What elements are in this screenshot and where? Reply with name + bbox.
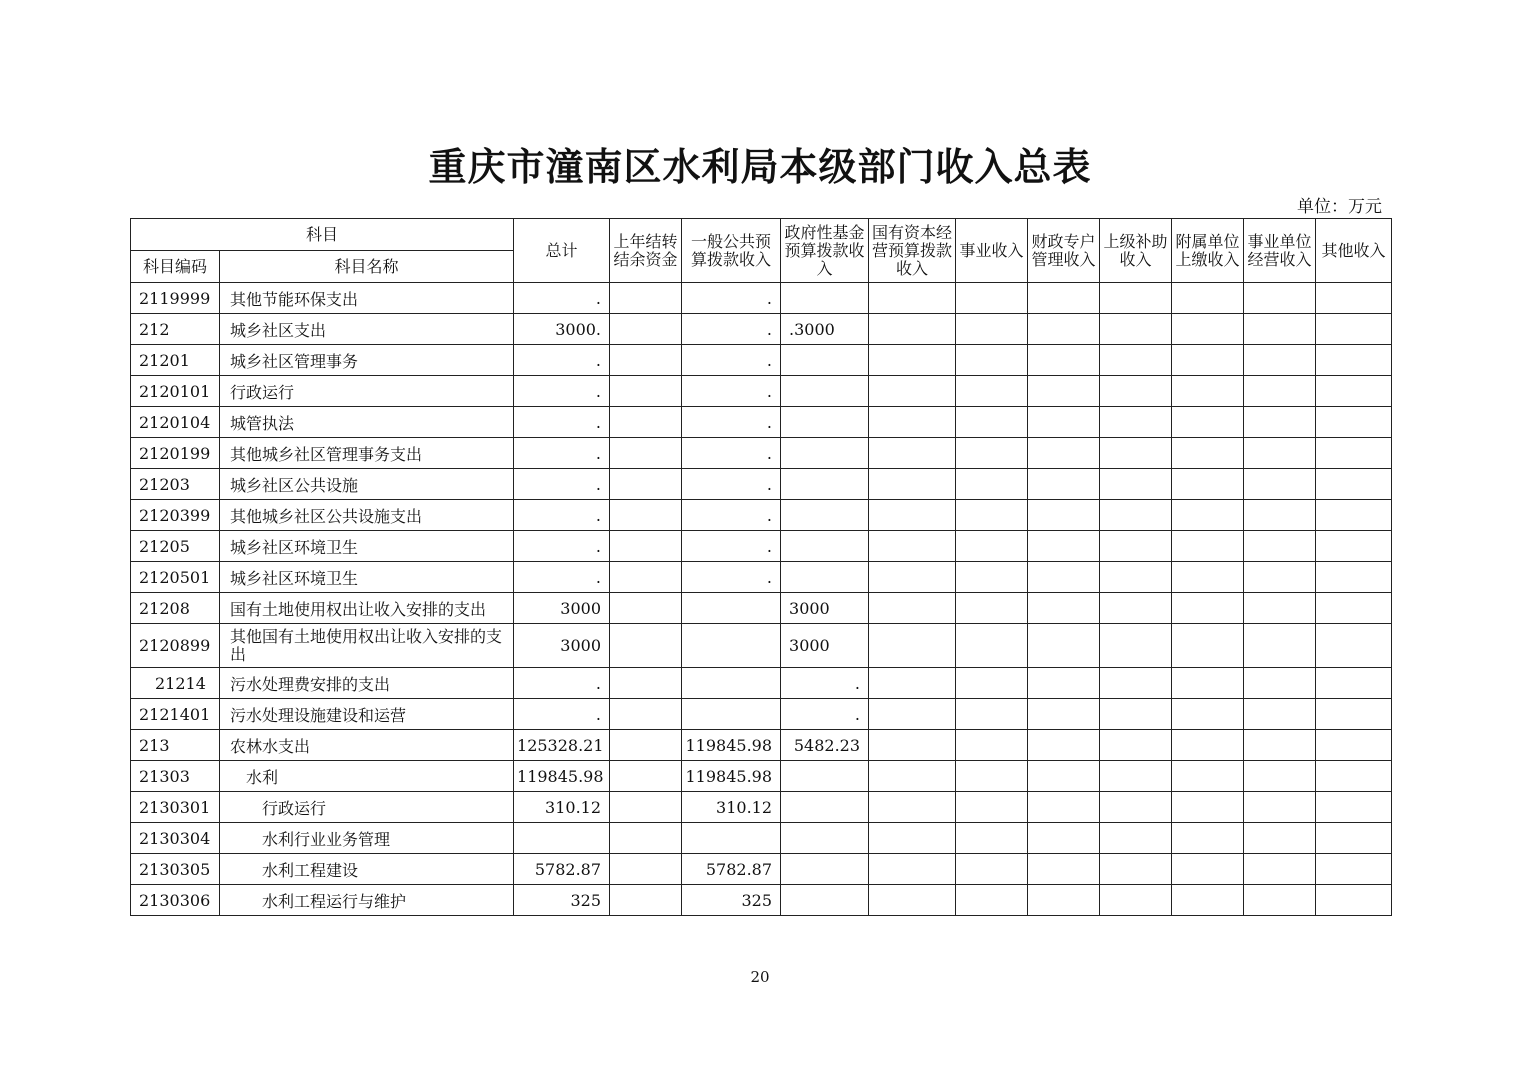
empty-cell — [956, 792, 1028, 823]
subject-name-cell: 城乡社区管理事务 — [220, 345, 514, 376]
empty-cell — [1316, 668, 1392, 699]
gov-fund-cell — [781, 407, 869, 438]
empty-cell — [1172, 283, 1244, 314]
empty-cell — [1244, 624, 1316, 668]
empty-cell — [1028, 469, 1100, 500]
empty-cell — [1100, 668, 1172, 699]
empty-cell — [1100, 885, 1172, 916]
empty-cell — [1028, 730, 1100, 761]
subject-code-cell: 2130305 — [131, 854, 220, 885]
total-cell: 3000 — [514, 593, 610, 624]
empty-cell — [1028, 314, 1100, 345]
empty-cell — [956, 531, 1028, 562]
empty-cell — [1172, 345, 1244, 376]
carryover-cell — [610, 376, 682, 407]
subject-code-cell: 212 — [131, 314, 220, 345]
empty-cell — [1172, 438, 1244, 469]
subject-code-cell: 21203 — [131, 469, 220, 500]
gov-fund-cell — [781, 500, 869, 531]
gov-fund-cell: 5482.23 — [781, 730, 869, 761]
empty-cell — [869, 823, 956, 854]
empty-cell — [956, 562, 1028, 593]
total-cell: . — [514, 699, 610, 730]
subject-name-cell: 城管执法 — [220, 407, 514, 438]
empty-cell — [1172, 699, 1244, 730]
subject-code-cell: 2120101 — [131, 376, 220, 407]
subject-name-cell: 水利工程运行与维护 — [220, 885, 514, 916]
subject-code-cell: 2120501 — [131, 562, 220, 593]
gov-fund-cell — [781, 885, 869, 916]
table-row — [131, 469, 1392, 500]
general-budget-cell: 310.12 — [682, 792, 781, 823]
carryover-cell — [610, 624, 682, 668]
empty-cell — [869, 730, 956, 761]
empty-cell — [1100, 792, 1172, 823]
subject-name-cell: 城乡社区环境卫生 — [220, 531, 514, 562]
empty-cell — [956, 885, 1028, 916]
header-state-capital: 国有资本经营预算拨款收入 — [869, 219, 956, 283]
empty-cell — [1028, 668, 1100, 699]
empty-cell — [1172, 531, 1244, 562]
empty-cell — [1244, 314, 1316, 345]
subject-code-cell: 2130301 — [131, 792, 220, 823]
table-row — [131, 345, 1392, 376]
empty-cell — [1028, 438, 1100, 469]
empty-cell — [869, 469, 956, 500]
total-cell: 5782.87 — [514, 854, 610, 885]
empty-cell — [1172, 593, 1244, 624]
header-carryover: 上年结转结余资金 — [610, 219, 682, 283]
general-budget-cell: . — [682, 438, 781, 469]
empty-cell — [1028, 761, 1100, 792]
empty-cell — [869, 792, 956, 823]
empty-cell — [1172, 562, 1244, 593]
empty-cell — [1100, 469, 1172, 500]
empty-cell — [1316, 407, 1392, 438]
header-code: 科目编码 — [131, 251, 220, 283]
empty-cell — [1316, 500, 1392, 531]
empty-cell — [1316, 469, 1392, 500]
carryover-cell — [610, 500, 682, 531]
empty-cell — [956, 345, 1028, 376]
total-cell: . — [514, 668, 610, 699]
general-budget-cell: . — [682, 283, 781, 314]
table-row — [131, 562, 1392, 593]
table-row — [131, 376, 1392, 407]
empty-cell — [1244, 407, 1316, 438]
empty-cell — [1316, 730, 1392, 761]
carryover-cell — [610, 531, 682, 562]
gov-fund-cell — [781, 438, 869, 469]
gov-fund-cell — [781, 531, 869, 562]
subject-code-cell: 2130306 — [131, 885, 220, 916]
empty-cell — [869, 761, 956, 792]
subject-code-cell: 21201 — [131, 345, 220, 376]
empty-cell — [1172, 854, 1244, 885]
general-budget-cell — [682, 699, 781, 730]
subject-code-cell: 2119999 — [131, 283, 220, 314]
subject-name-cell: 农林水支出 — [220, 730, 514, 761]
empty-cell — [869, 438, 956, 469]
table-row — [131, 438, 1392, 469]
subject-code-cell: 21205 — [131, 531, 220, 562]
empty-cell — [1028, 823, 1100, 854]
empty-cell — [1244, 562, 1316, 593]
empty-cell — [1316, 562, 1392, 593]
general-budget-cell: . — [682, 562, 781, 593]
empty-cell — [1100, 593, 1172, 624]
table-row — [131, 500, 1392, 531]
total-cell: 119845.98 — [514, 761, 610, 792]
empty-cell — [1028, 345, 1100, 376]
carryover-cell — [610, 730, 682, 761]
empty-cell — [1244, 730, 1316, 761]
income-summary-table — [130, 218, 1392, 916]
empty-cell — [869, 624, 956, 668]
subject-name-cell: 污水处理设施建设和运营 — [220, 699, 514, 730]
general-budget-cell — [682, 668, 781, 699]
subject-code-cell: 2120104 — [131, 407, 220, 438]
empty-cell — [1172, 407, 1244, 438]
empty-cell — [1316, 283, 1392, 314]
empty-cell — [956, 438, 1028, 469]
empty-cell — [869, 531, 956, 562]
empty-cell — [1316, 593, 1392, 624]
total-cell: . — [514, 345, 610, 376]
table-row — [131, 407, 1392, 438]
empty-cell — [1316, 345, 1392, 376]
subject-code-cell: 2121401 — [131, 699, 220, 730]
empty-cell — [1316, 761, 1392, 792]
header-total: 总计 — [514, 219, 610, 283]
subject-name-cell: 污水处理费安排的支出 — [220, 668, 514, 699]
gov-fund-cell — [781, 562, 869, 593]
empty-cell — [1100, 531, 1172, 562]
page-number: 20 — [750, 968, 770, 986]
empty-cell — [1100, 500, 1172, 531]
general-budget-cell: . — [682, 314, 781, 345]
empty-cell — [956, 668, 1028, 699]
subject-code-cell: 2120899 — [131, 624, 220, 668]
general-budget-cell — [682, 823, 781, 854]
empty-cell — [1100, 730, 1172, 761]
subject-name-cell: 国有土地使用权出让收入安排的支出 — [220, 593, 514, 624]
empty-cell — [869, 885, 956, 916]
empty-cell — [1172, 668, 1244, 699]
total-cell: . — [514, 438, 610, 469]
subject-name-cell: 水利工程建设 — [220, 854, 514, 885]
empty-cell — [869, 500, 956, 531]
carryover-cell — [610, 699, 682, 730]
empty-cell — [869, 668, 956, 699]
carryover-cell — [610, 562, 682, 593]
empty-cell — [1316, 438, 1392, 469]
table-row — [131, 854, 1392, 885]
general-budget-cell: . — [682, 469, 781, 500]
header-superior-subsidy: 上级补助收入 — [1100, 219, 1172, 283]
total-cell: 3000. — [514, 314, 610, 345]
empty-cell — [1100, 562, 1172, 593]
empty-cell — [869, 345, 956, 376]
carryover-cell — [610, 345, 682, 376]
carryover-cell — [610, 823, 682, 854]
general-budget-cell: . — [682, 531, 781, 562]
header-subject: 科目 — [131, 219, 514, 251]
empty-cell — [1244, 500, 1316, 531]
empty-cell — [1244, 438, 1316, 469]
empty-cell — [1244, 885, 1316, 916]
gov-fund-cell: . — [781, 699, 869, 730]
carryover-cell — [610, 314, 682, 345]
gov-fund-cell — [781, 761, 869, 792]
empty-cell — [1172, 469, 1244, 500]
subject-name-cell: 城乡社区环境卫生 — [220, 562, 514, 593]
empty-cell — [1172, 792, 1244, 823]
empty-cell — [1028, 283, 1100, 314]
table-row — [131, 885, 1392, 916]
general-budget-cell: 119845.98 — [682, 730, 781, 761]
header-affiliate-remit: 附属单位上缴收入 — [1172, 219, 1244, 283]
empty-cell — [956, 624, 1028, 668]
gov-fund-cell — [781, 792, 869, 823]
empty-cell — [1100, 761, 1172, 792]
empty-cell — [956, 283, 1028, 314]
header-general-budget: 一般公共预算拨款收入 — [682, 219, 781, 283]
general-budget-cell — [682, 593, 781, 624]
table-row — [131, 792, 1392, 823]
empty-cell — [1028, 562, 1100, 593]
empty-cell — [1028, 885, 1100, 916]
carryover-cell — [610, 885, 682, 916]
table-row — [131, 823, 1392, 854]
gov-fund-cell: . — [781, 668, 869, 699]
empty-cell — [869, 407, 956, 438]
empty-cell — [1028, 699, 1100, 730]
empty-cell — [1028, 407, 1100, 438]
empty-cell — [956, 854, 1028, 885]
empty-cell — [1244, 531, 1316, 562]
total-cell: 125328.21 — [514, 730, 610, 761]
subject-name-cell: 城乡社区支出 — [220, 314, 514, 345]
table-row — [131, 283, 1392, 314]
total-cell: . — [514, 531, 610, 562]
table-row — [131, 593, 1392, 624]
total-cell: . — [514, 376, 610, 407]
empty-cell — [869, 376, 956, 407]
total-cell: . — [514, 500, 610, 531]
empty-cell — [1316, 376, 1392, 407]
empty-cell — [956, 407, 1028, 438]
gov-fund-cell — [781, 283, 869, 314]
empty-cell — [1316, 854, 1392, 885]
empty-cell — [1100, 407, 1172, 438]
empty-cell — [1172, 730, 1244, 761]
empty-cell — [1172, 376, 1244, 407]
subject-code-cell: 2120199 — [131, 438, 220, 469]
empty-cell — [1244, 823, 1316, 854]
empty-cell — [1100, 438, 1172, 469]
general-budget-cell — [682, 624, 781, 668]
empty-cell — [1316, 885, 1392, 916]
empty-cell — [1028, 531, 1100, 562]
gov-fund-cell: .3000 — [781, 314, 869, 345]
carryover-cell — [610, 469, 682, 500]
empty-cell — [1172, 761, 1244, 792]
general-budget-cell: . — [682, 500, 781, 531]
table-row — [131, 624, 1392, 668]
total-cell — [514, 823, 610, 854]
empty-cell — [1316, 823, 1392, 854]
total-cell: 325 — [514, 885, 610, 916]
subject-code-cell: 21303 — [131, 761, 220, 792]
general-budget-cell: . — [682, 345, 781, 376]
empty-cell — [1028, 593, 1100, 624]
empty-cell — [956, 500, 1028, 531]
header-special-account: 财政专户管理收入 — [1028, 219, 1100, 283]
total-cell: . — [514, 469, 610, 500]
header-gov-fund: 政府性基金预算拨款收入 — [781, 219, 869, 283]
gov-fund-cell — [781, 345, 869, 376]
empty-cell — [1172, 885, 1244, 916]
carryover-cell — [610, 792, 682, 823]
gov-fund-cell — [781, 469, 869, 500]
subject-code-cell: 213 — [131, 730, 220, 761]
table-row — [131, 761, 1392, 792]
subject-name-cell: 其他城乡社区公共设施支出 — [220, 500, 514, 531]
gov-fund-cell: 3000 — [781, 593, 869, 624]
empty-cell — [869, 314, 956, 345]
empty-cell — [1244, 699, 1316, 730]
table-row — [131, 730, 1392, 761]
empty-cell — [956, 593, 1028, 624]
table-row — [131, 668, 1392, 699]
subject-name-cell: 其他节能环保支出 — [220, 283, 514, 314]
subject-name-cell: 水利行业业务管理 — [220, 823, 514, 854]
total-cell: . — [514, 562, 610, 593]
empty-cell — [1244, 345, 1316, 376]
empty-cell — [1100, 376, 1172, 407]
table-row — [131, 699, 1392, 730]
gov-fund-cell — [781, 376, 869, 407]
total-cell: 310.12 — [514, 792, 610, 823]
total-cell: . — [514, 283, 610, 314]
empty-cell — [1172, 624, 1244, 668]
empty-cell — [1172, 500, 1244, 531]
empty-cell — [1316, 531, 1392, 562]
empty-cell — [1316, 792, 1392, 823]
empty-cell — [869, 562, 956, 593]
empty-cell — [1100, 624, 1172, 668]
carryover-cell — [610, 761, 682, 792]
general-budget-cell: 119845.98 — [682, 761, 781, 792]
general-budget-cell: . — [682, 407, 781, 438]
general-budget-cell: 5782.87 — [682, 854, 781, 885]
subject-code-cell: 2120399 — [131, 500, 220, 531]
table-row — [131, 531, 1392, 562]
empty-cell — [1100, 345, 1172, 376]
subject-name-cell: 行政运行 — [220, 376, 514, 407]
empty-cell — [869, 699, 956, 730]
empty-cell — [1316, 314, 1392, 345]
gov-fund-cell — [781, 823, 869, 854]
empty-cell — [1316, 624, 1392, 668]
empty-cell — [1100, 854, 1172, 885]
subject-name-cell: 行政运行 — [220, 792, 514, 823]
empty-cell — [869, 283, 956, 314]
total-cell: 3000 — [514, 624, 610, 668]
empty-cell — [1244, 593, 1316, 624]
carryover-cell — [610, 438, 682, 469]
subject-name-cell: 其他城乡社区管理事务支出 — [220, 438, 514, 469]
empty-cell — [1100, 314, 1172, 345]
total-cell: . — [514, 407, 610, 438]
table-row — [131, 314, 1392, 345]
subject-name-cell: 城乡社区公共设施 — [220, 469, 514, 500]
empty-cell — [1244, 761, 1316, 792]
empty-cell — [1172, 823, 1244, 854]
subject-code-cell: 2130304 — [131, 823, 220, 854]
empty-cell — [1100, 823, 1172, 854]
empty-cell — [956, 823, 1028, 854]
header-business-income: 事业收入 — [956, 219, 1028, 283]
empty-cell — [1028, 854, 1100, 885]
page-title: 重庆市潼南区水利局本级部门收入总表 — [428, 144, 1092, 189]
carryover-cell — [610, 854, 682, 885]
empty-cell — [1100, 283, 1172, 314]
empty-cell — [956, 699, 1028, 730]
empty-cell — [1028, 376, 1100, 407]
empty-cell — [869, 593, 956, 624]
empty-cell — [956, 730, 1028, 761]
carryover-cell — [610, 283, 682, 314]
subject-code-cell: 21208 — [131, 593, 220, 624]
subject-code-cell: 21214 — [131, 668, 220, 699]
empty-cell — [1244, 469, 1316, 500]
empty-cell — [1244, 792, 1316, 823]
general-budget-cell: 325 — [682, 885, 781, 916]
unit-label: 单位：万元 — [1297, 197, 1382, 217]
empty-cell — [1100, 699, 1172, 730]
header-other-income: 其他收入 — [1316, 219, 1392, 283]
carryover-cell — [610, 668, 682, 699]
empty-cell — [1244, 668, 1316, 699]
empty-cell — [1172, 314, 1244, 345]
empty-cell — [956, 469, 1028, 500]
gov-fund-cell — [781, 854, 869, 885]
header-operating-income: 事业单位经营收入 — [1244, 219, 1316, 283]
empty-cell — [956, 314, 1028, 345]
general-budget-cell: . — [682, 376, 781, 407]
carryover-cell — [610, 593, 682, 624]
empty-cell — [1244, 283, 1316, 314]
header-name: 科目名称 — [220, 251, 514, 283]
gov-fund-cell: 3000 — [781, 624, 869, 668]
subject-name-cell: 水利 — [220, 761, 514, 792]
empty-cell — [1244, 854, 1316, 885]
carryover-cell — [610, 407, 682, 438]
empty-cell — [1316, 699, 1392, 730]
empty-cell — [1244, 376, 1316, 407]
empty-cell — [1028, 624, 1100, 668]
empty-cell — [869, 854, 956, 885]
empty-cell — [956, 761, 1028, 792]
empty-cell — [1028, 500, 1100, 531]
empty-cell — [1028, 792, 1100, 823]
empty-cell — [956, 376, 1028, 407]
subject-name-cell: 其他国有土地使用权出让收入安排的支出 — [220, 624, 514, 668]
